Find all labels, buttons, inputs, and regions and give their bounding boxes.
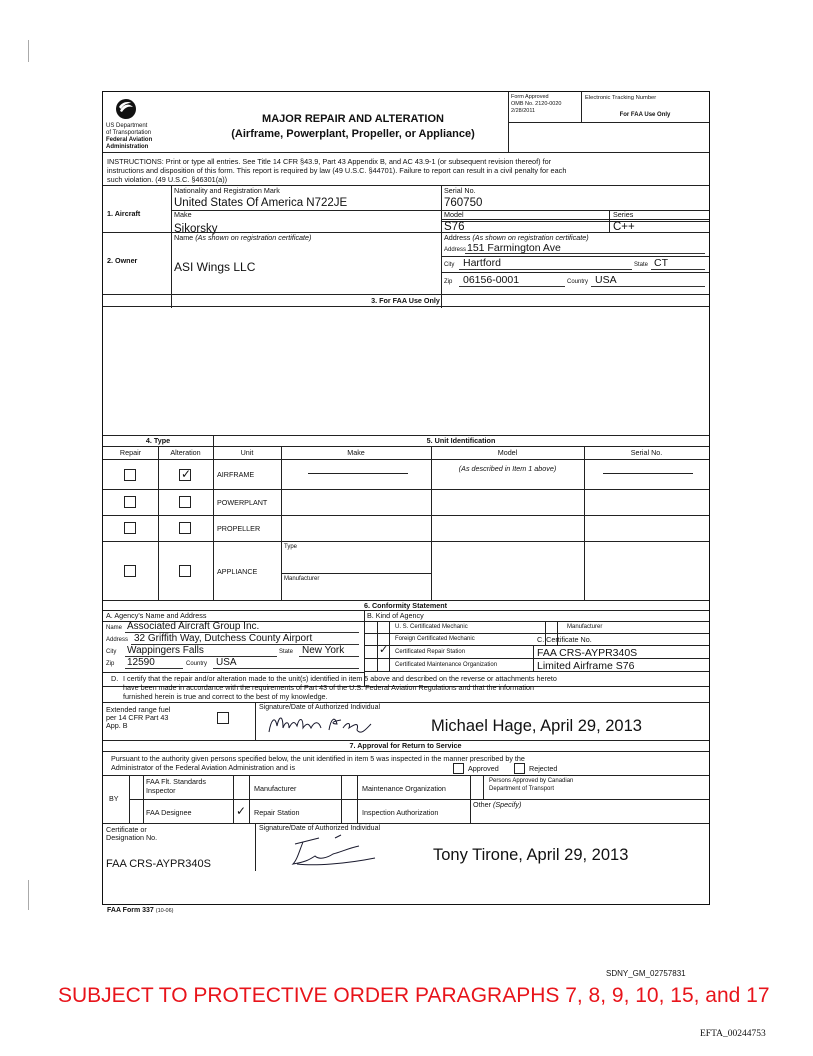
agency-line-2: of Transportation xyxy=(106,130,152,136)
kind-repair-station: Certificated Repair Station xyxy=(395,649,466,655)
canadian-line-2: Department of Transport xyxy=(489,786,555,792)
agency-country-label: Country xyxy=(186,661,208,667)
faa-use-only-section: 3. For FAA Use Only xyxy=(371,296,440,305)
aircraft-section-label: 1. Aircraft xyxy=(107,209,141,218)
owner-name-label: Name (As shown on registration certificate) xyxy=(174,233,312,242)
checkmark-icon: ✓ xyxy=(181,467,192,481)
certificate-no-label: C. Certificate No. xyxy=(537,635,592,644)
agency-signature-typed: Michael Hage, April 29, 2013 xyxy=(431,717,642,735)
serial-col-header: Serial No. xyxy=(630,448,663,457)
repair-station-checkmark-icon: ✓ xyxy=(379,644,389,656)
maint-org-label: Maintenance Organization xyxy=(362,784,446,793)
agency-name-value: Associated Aircraft Group Inc. xyxy=(127,621,260,632)
kind-us-mechanic: U. S. Certificated Mechanic xyxy=(395,624,468,630)
nationality-value: United States Of America N722JE xyxy=(174,197,348,209)
alteration-col-header: Alteration xyxy=(170,448,201,457)
owner-country-value: USA xyxy=(595,274,617,286)
other-specify-label: Other (Specify) xyxy=(473,800,522,809)
appliance-label: APPLIANCE xyxy=(217,567,258,576)
agency-address-value: 32 Griffith Way, Dutchess County Airport xyxy=(134,633,313,644)
conformity-section-label: 6. Conformity Statement xyxy=(363,601,448,610)
appliance-manufacturer-label: Manufacturer xyxy=(284,576,320,582)
owner-state-label: State xyxy=(634,262,649,268)
faa-form-337 xyxy=(102,91,710,905)
statement-line-2: have been made in accordance with the requirements of Part 43 of the U.S. Federal Aviation Regulations and that the information xyxy=(123,683,534,692)
owner-name-value: ASI Wings LLC xyxy=(174,260,256,274)
faa-use-only-header: For FAA Use Only xyxy=(619,112,671,118)
agency-line-3: Federal Aviation xyxy=(106,137,153,143)
certificate-no-value-2: Limited Airframe S76 xyxy=(537,660,635,672)
series-value: C++ xyxy=(613,221,635,233)
owner-state-value: CT xyxy=(654,257,668,269)
alteration-powerplant-checkbox[interactable] xyxy=(179,496,191,508)
agency-zip-value: 12590 xyxy=(127,657,155,668)
approved-checkbox[interactable] xyxy=(453,763,464,774)
make-label: Make xyxy=(174,210,192,219)
form-title: MAJOR REPAIR AND ALTERATION xyxy=(262,113,444,125)
owner-address-sub-label: Address xyxy=(444,247,467,253)
serial-label: Serial No. xyxy=(444,186,476,195)
instructions-line-3: such violation. (49 U.S.C. §46301(a)) xyxy=(107,175,228,184)
model-value: S76 xyxy=(444,221,465,233)
faa-designee-label: FAA Designee xyxy=(146,808,192,817)
form-approved-line-3: 2/28/2011 xyxy=(511,108,536,114)
owner-country-label: Country xyxy=(567,279,589,285)
alteration-propeller-checkbox[interactable] xyxy=(179,522,191,534)
unit-section-label: 5. Unit Identification xyxy=(426,436,496,445)
make-col-header: Make xyxy=(347,448,365,457)
form-number: FAA Form 337 (10-06) xyxy=(107,907,174,914)
kind-foreign-mechanic: Foreign Certificated Mechanic xyxy=(395,636,475,642)
airframe-model-note: (As described in Item 1 above) xyxy=(458,464,557,473)
repair-appliance-checkbox[interactable] xyxy=(124,565,136,577)
propeller-label: PROPELLER xyxy=(217,524,261,533)
flt-standards-line-1: FAA Flt. Standards xyxy=(146,777,206,786)
faa-designee-checkmark-icon: ✓ xyxy=(236,804,247,818)
owner-zip-value: 06156-0001 xyxy=(463,274,520,286)
page-margin-mark xyxy=(28,40,29,62)
statement-line-3: furnished herein is true and correct to the best of my knowledge. xyxy=(123,692,328,701)
rejected-checkbox[interactable] xyxy=(514,763,525,774)
agency-address-label: Address xyxy=(106,637,129,643)
statement-line-1: I certify that the repair and/or alteration made to the unit(s) identified in item 5 above and described on the reverse or attachments hereto xyxy=(123,674,557,683)
unit-col-header: Unit xyxy=(240,448,254,457)
agency-zip-label: Zip xyxy=(106,661,115,667)
repair-airframe-checkbox[interactable] xyxy=(124,469,136,481)
efta-number: EFTA_00244753 xyxy=(700,1029,766,1039)
bates-number: SDNY_GM_02757831 xyxy=(606,969,686,978)
type-section-label: 4. Type xyxy=(145,436,171,445)
form-approved-line-2: OMB No. 2120-0020 xyxy=(511,101,562,107)
agency-line-1: US Department xyxy=(106,123,148,129)
approved-label: Approved xyxy=(468,764,499,773)
instructions-line-2: instructions and disposition of this form. This report is required by law (49 U.S.C. §44701). Failure to report can result in a civil penalty for each xyxy=(107,166,567,175)
flt-standards-line-2: Inspector xyxy=(146,786,176,795)
protective-order-banner: SUBJECT TO PROTECTIVE ORDER PARAGRAPHS 7, 8, 9, 10, 15, and 17 xyxy=(58,984,770,1007)
repair-propeller-checkbox[interactable] xyxy=(124,522,136,534)
kind-of-agency-label: B. Kind of Agency xyxy=(367,611,424,620)
appliance-type-label: Type xyxy=(284,544,298,550)
agency-city-label: City xyxy=(106,649,117,655)
by-manufacturer-label: Manufacturer xyxy=(254,784,297,793)
approval-text-line-2: Administrator of the Federal Aviation Administration and is xyxy=(111,763,296,772)
agency-state-label: State xyxy=(279,649,294,655)
form-subtitle: (Airframe, Powerplant, Propeller, or Appliance) xyxy=(231,128,475,140)
model-label: Model xyxy=(444,210,464,219)
agency-line-4: Administration xyxy=(106,144,149,150)
approval-signature-typed: Tony Tirone, April 29, 2013 xyxy=(433,846,629,864)
agency-city-value: Wappingers Falls xyxy=(127,645,204,656)
michael-hage-signature xyxy=(263,710,383,738)
form-approved-line-1: Form Approved xyxy=(511,94,549,100)
make-value: Sikorsky xyxy=(174,223,218,235)
tony-tirone-signature xyxy=(275,834,385,870)
airframe-make-dash xyxy=(308,473,408,474)
repair-station-label: Repair Station xyxy=(254,808,300,817)
repair-col-header: Repair xyxy=(119,448,142,457)
airframe-label: AIRFRAME xyxy=(217,470,255,479)
serial-value: 760750 xyxy=(444,197,483,209)
approval-section-label: 7. Approval for Return to Service xyxy=(349,741,462,750)
owner-city-value: Hartford xyxy=(463,257,501,269)
powerplant-label: POWERPLANT xyxy=(217,498,268,507)
model-col-header: Model xyxy=(497,448,518,457)
series-label: Series xyxy=(613,210,634,219)
owner-city-label: City xyxy=(444,262,455,268)
approval-signature-label: Signature/Date of Authorized Individual xyxy=(259,825,381,832)
cert-designation-value: FAA CRS-AYPR340S xyxy=(106,858,211,870)
cert-designation-line-1: Certificate or xyxy=(106,825,147,834)
page-margin-mark-lower xyxy=(28,880,29,910)
airframe-serial-dash xyxy=(603,473,693,474)
agency-country-value: USA xyxy=(216,657,237,668)
dot-logo xyxy=(115,98,137,120)
approval-text-line-1: Pursuant to the authority given persons specified below, the unit identified in item 5 was inspected in the manner prescribed by the xyxy=(111,754,525,763)
extended-range-checkbox[interactable] xyxy=(217,712,229,724)
alteration-appliance-checkbox[interactable] xyxy=(179,565,191,577)
owner-zip-label: Zip xyxy=(444,279,453,285)
statement-d-label: D. xyxy=(111,674,119,683)
canadian-line-1: Persons Approved by Canadian xyxy=(489,778,574,784)
alteration-airframe-checkbox[interactable] xyxy=(179,469,191,481)
extended-range-line-2: per 14 CFR Part 43 xyxy=(106,713,169,722)
agency-signature-label: Signature/Date of Authorized Individual xyxy=(259,704,381,711)
extended-range-line-1: Extended range fuel xyxy=(106,705,171,714)
agency-state-value: New York xyxy=(302,645,345,656)
kind-maintenance-org: Certificated Maintenance Organization xyxy=(395,662,498,668)
agency-name-address-label: A. Agency's Name and Address xyxy=(106,611,207,620)
tracking-number-label: Electronic Tracking Number xyxy=(585,95,657,101)
inspection-auth-label: Inspection Authorization xyxy=(362,808,439,817)
kind-manufacturer: Manufacturer xyxy=(567,624,603,630)
owner-address-label: Address (As shown on registration certificate) xyxy=(444,233,589,242)
owner-section-label: 2. Owner xyxy=(107,256,138,265)
agency-name-label: Name xyxy=(106,625,123,631)
cert-designation-line-2: Designation No. xyxy=(106,833,158,842)
by-label: BY xyxy=(109,794,119,803)
extended-range-line-3: App. B xyxy=(106,721,128,730)
rejected-label: Rejected xyxy=(529,764,558,773)
certificate-no-value-1: FAA CRS-AYPR340S xyxy=(537,647,638,659)
owner-address-value: 151 Farmington Ave xyxy=(467,242,561,254)
repair-powerplant-checkbox[interactable] xyxy=(124,496,136,508)
nationality-label: Nationality and Registration Mark xyxy=(174,186,280,195)
instructions-line-1: INSTRUCTIONS: Print or type all entries. See Title 14 CFR §43.9, Part 43 Appendix B, and AC 43.9-1 (or subsequent revision thereof) for xyxy=(107,157,552,166)
